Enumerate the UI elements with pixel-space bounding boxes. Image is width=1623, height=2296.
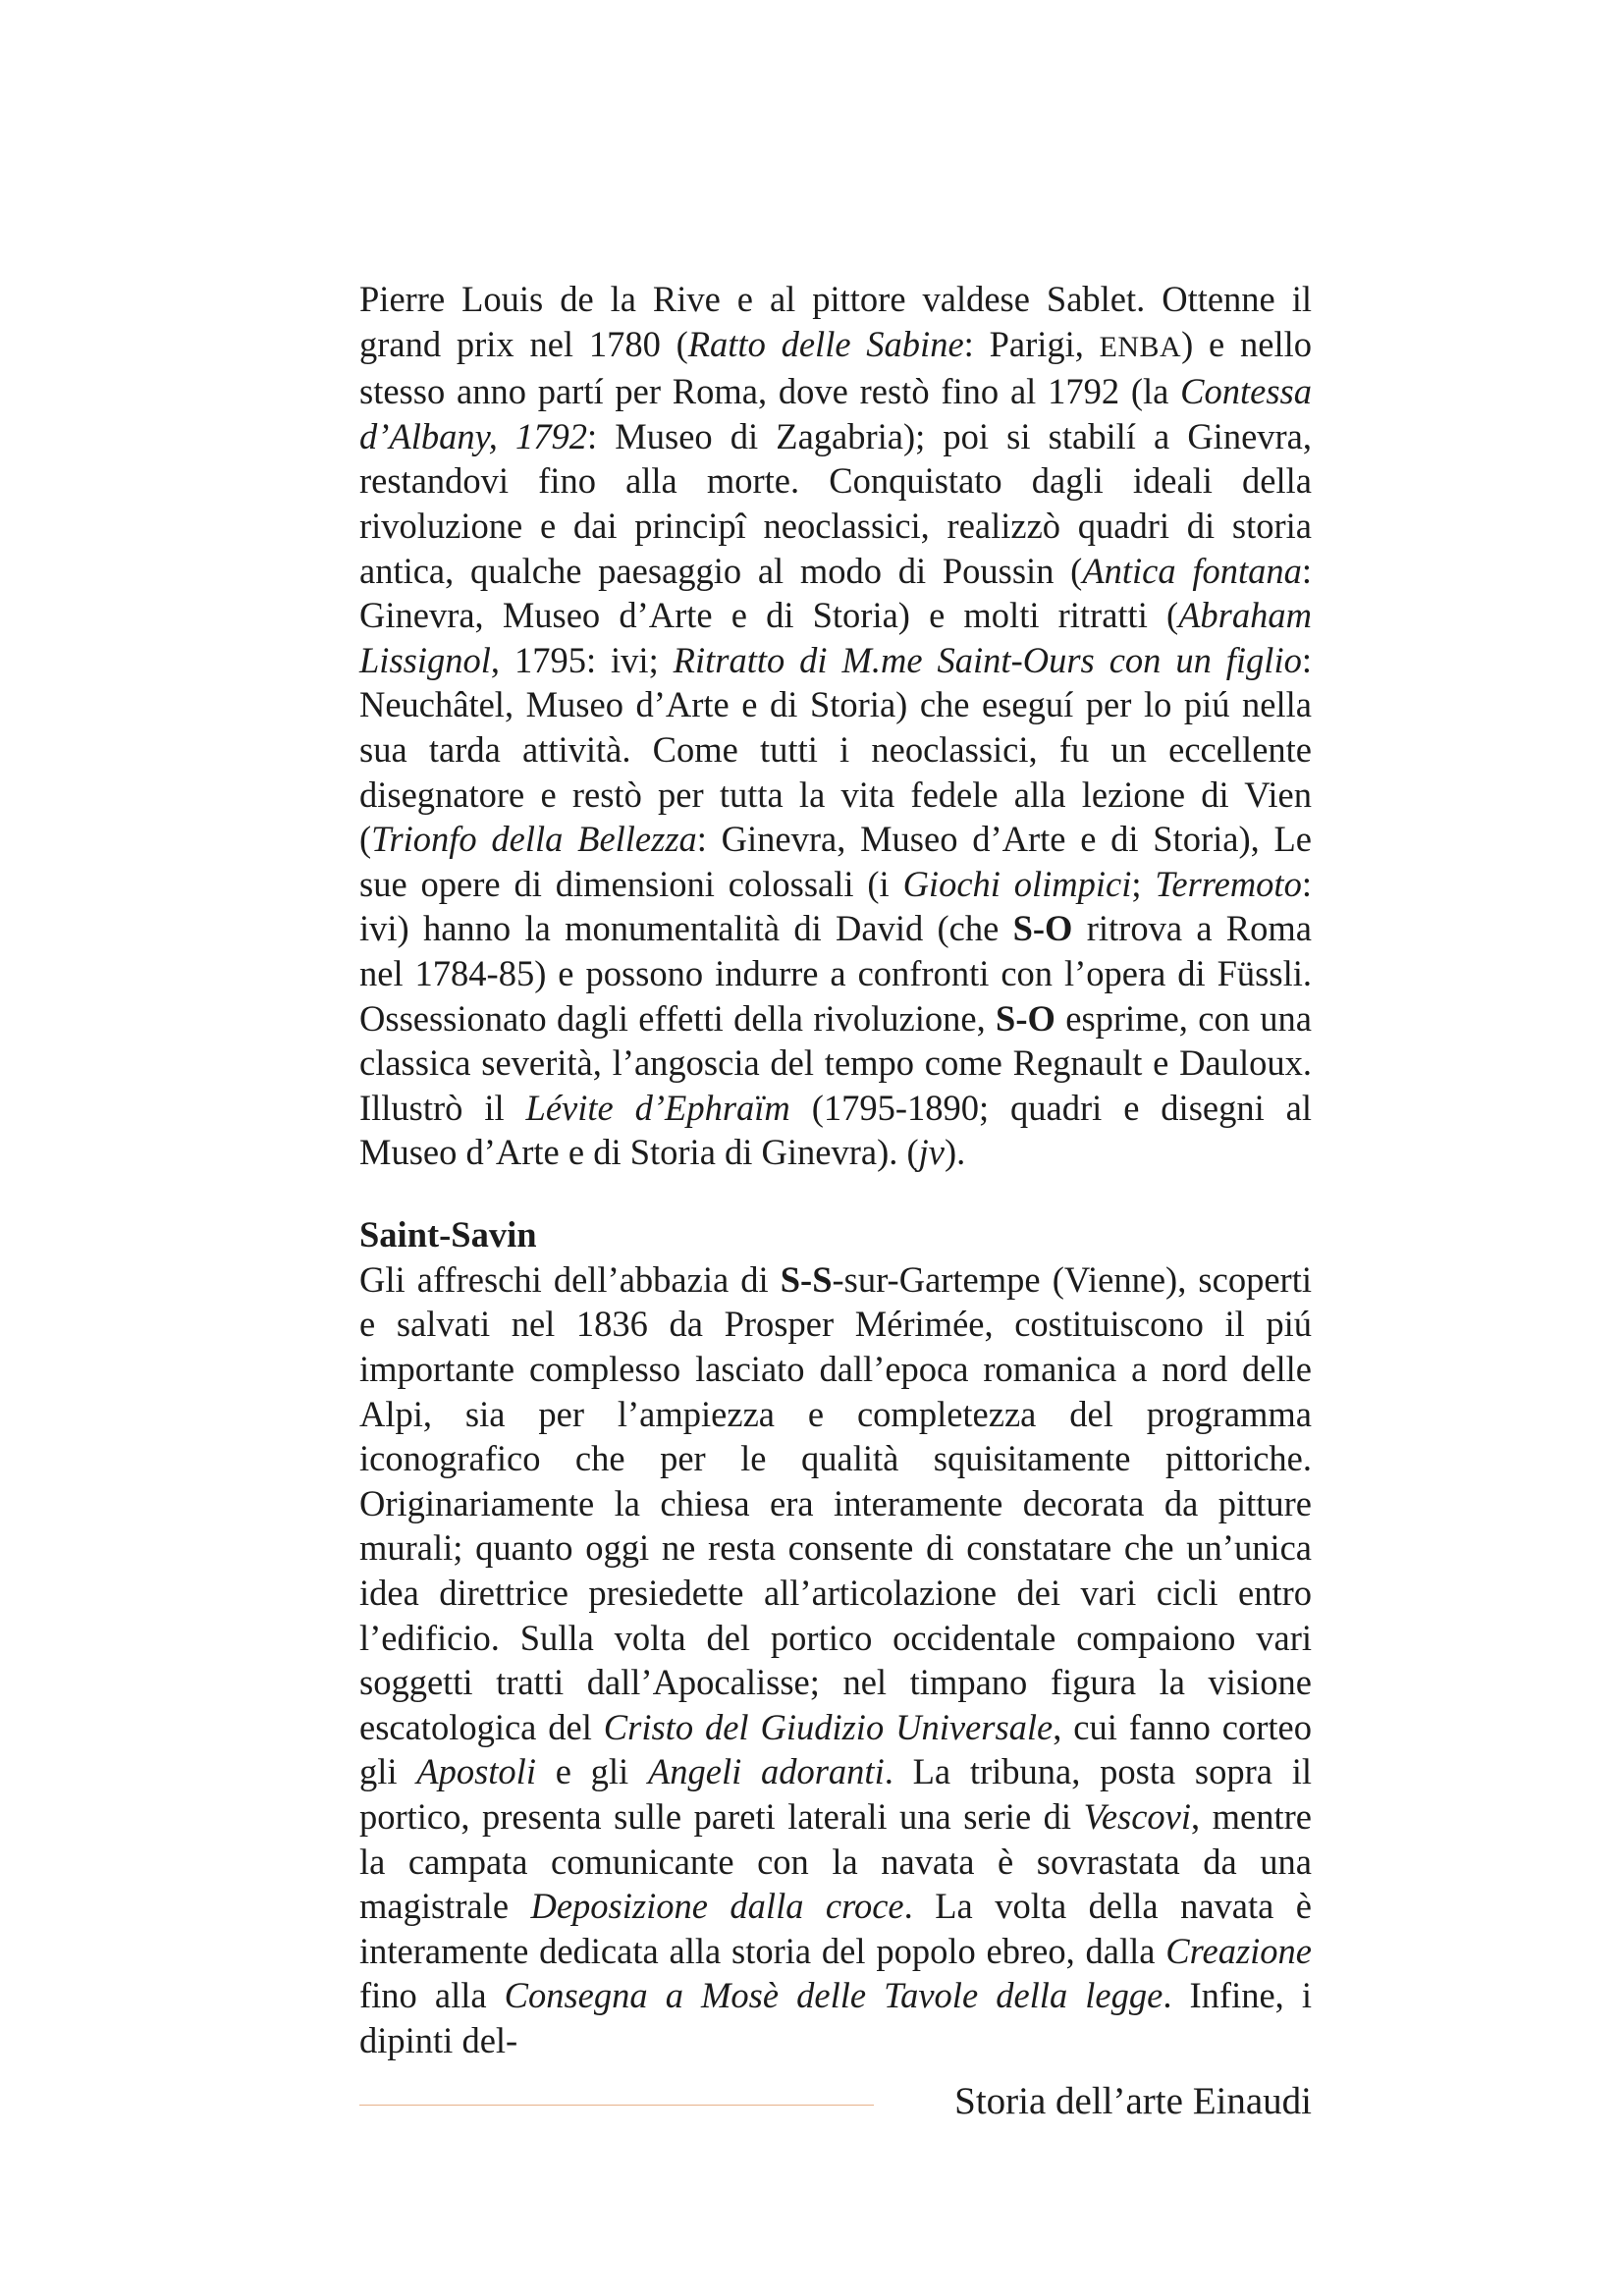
- entry-title: Saint-Savin: [359, 1213, 537, 1255]
- italic-run: Lévite d’Ephraïm: [525, 1087, 790, 1128]
- footer-label: Storia dell’arte Einaudi: [954, 2080, 1312, 2122]
- text-run: : Parigi,: [963, 323, 1100, 364]
- text-run: , cui fanno corteo gli: [359, 1706, 1312, 1792]
- text-run: , mentre la campata comunicante con la navata è sovrastata da una magistrale: [359, 1796, 1312, 1927]
- text-run: ;: [1131, 863, 1156, 904]
- text-run: . La volta della navata è interamente dedicata alla storia del popolo ebreo, dalla: [359, 1886, 1312, 1971]
- text-run: esprime, con una classica severità, l’angoscia del tempo come Regnault e Dauloux. Illustrò il: [359, 997, 1312, 1128]
- bold-run: S-S: [780, 1258, 833, 1300]
- text-run: ).: [945, 1132, 966, 1173]
- entry-text-continued: [359, 277, 1312, 1175]
- text-run: -sur-Gartempe (Vienne), scoperti e salvati nel 1836 da Prosper Mérimée, costituiscono il piú importante complesso lasciato dall’epoca romanica a nord delle Alpi, sia per l’ampiezza e completezza del programma iconografico che per le qualità squisitamente pittoriche. Originariamente la chiesa era interamente decorata da pitture murali; quanto oggi ne resta consente di constatare che un’unica idea direttrice presiedette all’articolazione dei vari cicli entro l’edificio. Sulla volta del portico occidentale compaiono vari soggetti tratti dall’Apocalisse; nel timpano figura la visione escatologica del: [359, 1258, 1312, 1747]
- italic-run: Deposizione dalla croce: [530, 1886, 904, 1927]
- entry-text-saint-savin: [359, 1257, 1312, 2063]
- italic-run: Vescovi: [1083, 1796, 1192, 1837]
- italic-run: Trionfo della Bellezza: [371, 819, 697, 860]
- text-run: ritrova a Roma nel 1784-85) e possono indurre a confronti con l’opera di Füssli. Ossessionato dagli effetti della rivoluzione,: [359, 908, 1312, 1039]
- text-run: : Neuchâtel, Museo d’Arte e di Storia) che eseguí per lo piú nella sua tarda attività. Come tutti i neoclassici, fu un eccellente disegnatore e restò per tutta la vita fedele alla lezione di Vien (: [359, 639, 1312, 860]
- bold-run: S-O: [996, 997, 1055, 1039]
- italic-run: Apostoli: [416, 1751, 536, 1792]
- text-run: : Museo di Zagabria); poi si stabilí a Ginevra, restandovi fino alla morte. Conquistato dagli ideali della rivoluzione e dai principî neoclassici, realizzò quadri di storia antica, qualche paesaggio al modo di Poussin (: [359, 415, 1312, 591]
- text-run: . La tribuna, posta sopra il portico, presenta sulle pareti laterali una serie di: [359, 1751, 1312, 1837]
- text-run: Gli affreschi dell’abbazia di: [359, 1258, 781, 1300]
- page-footer: [359, 2077, 1312, 2126]
- text-run: , 1795: ivi;: [490, 639, 674, 680]
- italic-run: Creazione: [1165, 1930, 1312, 1971]
- bold-run: S-O: [1012, 908, 1073, 949]
- italic-run: Contessa d’Albany, 1792: [359, 371, 1312, 456]
- text-run: e gli: [535, 1751, 648, 1792]
- text-run: fino alla: [359, 1975, 505, 2016]
- page-body: [359, 277, 1312, 2063]
- text-run: : ivi) hanno la monumentalità di David (che: [359, 863, 1312, 949]
- italic-run: Angeli adoranti: [647, 1751, 885, 1792]
- italic-run: Abraham Lissignol: [359, 595, 1312, 680]
- italic-run: jv: [918, 1132, 945, 1173]
- text-run: (1795-1890; quadri e disegni al Museo d’Arte e di Storia di Ginevra). (: [359, 1087, 1312, 1173]
- text-run: . Infine, i dipinti del-: [359, 1975, 1312, 2060]
- italic-run: Cristo del Giudizio Universale: [603, 1706, 1054, 1747]
- text-run: : Ginevra, Museo d’Arte e di Storia), Le sue opere di dimensioni colossali (i: [359, 819, 1312, 904]
- italic-run: Terremoto: [1155, 863, 1302, 904]
- italic-run: Giochi olimpici: [902, 863, 1132, 904]
- smallcaps-run: ENBA: [1099, 330, 1182, 363]
- text-run: Pierre Louis de la Rive e al pittore valdese Sablet. Ottenne il grand prix nel 1780 (: [359, 279, 1312, 364]
- italic-run: Ritratto di M.me Saint-Ours con un figlio: [673, 639, 1302, 680]
- text-run: ) e nello stesso anno partí per Roma, dove restò fino al 1792 (la: [359, 323, 1312, 412]
- footer-rule: [359, 2105, 874, 2106]
- italic-run: Antica fontana: [1082, 550, 1302, 591]
- text-run: : Ginevra, Museo d’Arte e di Storia) e molti ritratti (: [359, 550, 1313, 636]
- italic-run: Ratto delle Sabine: [687, 323, 964, 364]
- italic-run: Consegna a Mosè delle Tavole della legge: [504, 1975, 1163, 2016]
